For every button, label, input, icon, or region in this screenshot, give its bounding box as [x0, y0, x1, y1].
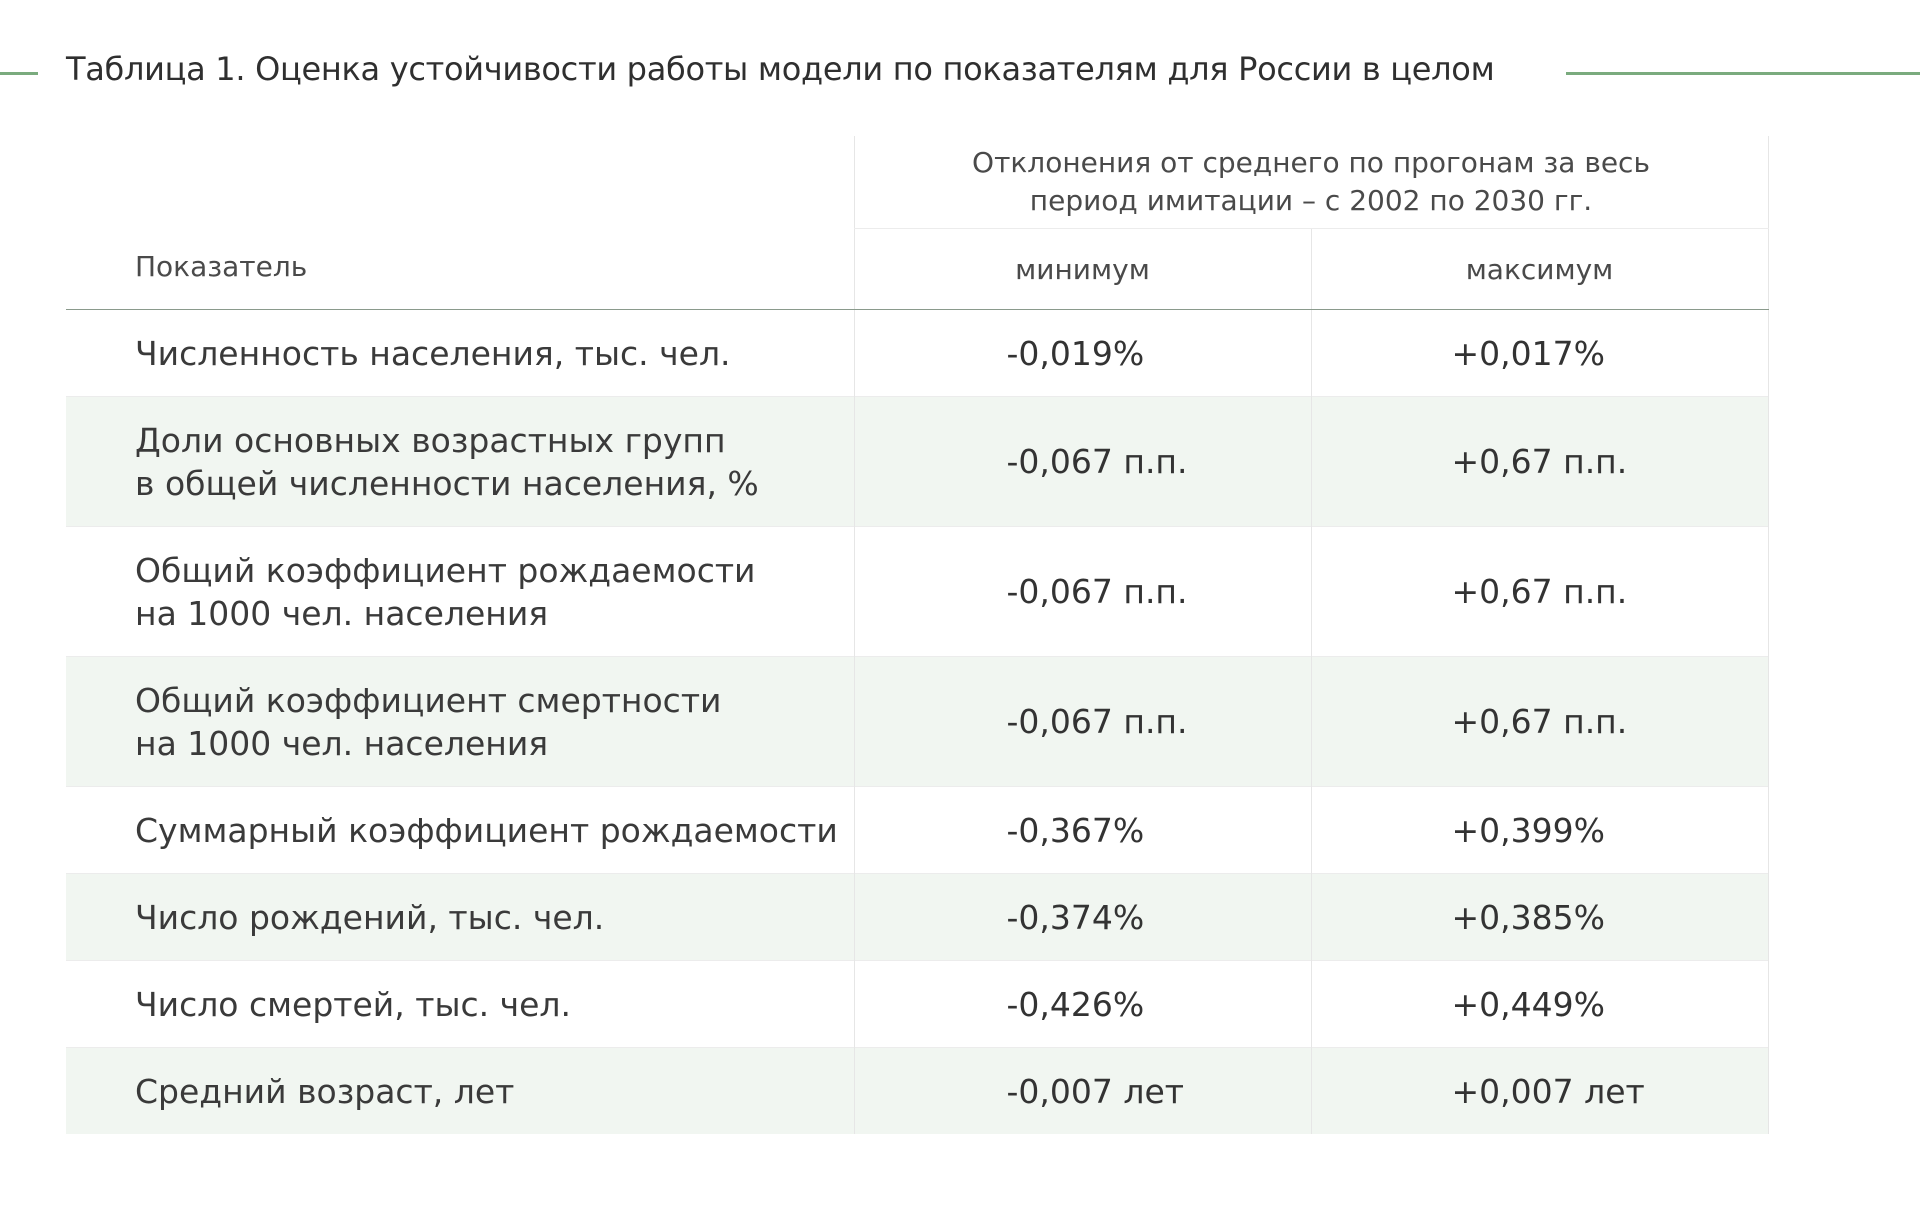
header-deviation-group: [854, 136, 1768, 229]
min-cell: -0,067 п.п.: [854, 397, 1311, 527]
indicator-line1: Общий коэффициент смертности: [135, 680, 722, 720]
table-title: Таблица 1. Оценка устойчивости работы модели по показателям для России в целом: [66, 50, 1495, 88]
indicator-line2: в общей численности населения, %: [135, 463, 759, 503]
indicator-line1: Общий коэффициент рождаемости: [135, 550, 756, 590]
indicator-line2: на 1000 чел. населения: [135, 593, 549, 633]
title-rule-left: [0, 72, 38, 75]
indicator-cell: [66, 397, 854, 527]
indicator-cell: [66, 1048, 854, 1135]
table-header: [66, 136, 1768, 310]
indicator-cell: [66, 527, 854, 657]
max-cell: +0,67 п.п.: [1311, 397, 1768, 527]
max-cell: +0,449%: [1311, 961, 1768, 1048]
indicator-line1: Численность населения, тыс. чел.: [135, 333, 731, 373]
table-body: [66, 310, 1768, 1135]
indicator-line1: Средний возраст, лет: [135, 1071, 515, 1111]
indicator-cell: [66, 961, 854, 1048]
min-cell: -0,067 п.п.: [854, 527, 1311, 657]
min-cell: -0,067 п.п.: [854, 657, 1311, 787]
header-max: максимум: [1311, 229, 1768, 310]
table-row: [66, 787, 1768, 874]
table-row: [66, 310, 1768, 397]
max-cell: +0,67 п.п.: [1311, 527, 1768, 657]
header-indicator: Показатель: [66, 136, 854, 310]
table-row: [66, 961, 1768, 1048]
min-cell: -0,367%: [854, 787, 1311, 874]
table-row: [66, 397, 1768, 527]
indicator-line2: на 1000 чел. населения: [135, 723, 549, 763]
indicator-line1: Доли основных возрастных групп: [135, 420, 726, 460]
min-cell: -0,374%: [854, 874, 1311, 961]
header-group-line2: период имитации – с 2002 по 2030 гг.: [1029, 184, 1593, 217]
min-cell: -0,019%: [854, 310, 1311, 397]
max-cell: +0,007 лет: [1311, 1048, 1768, 1135]
header-group-line1: Отклонения от среднего по прогонам за весь: [972, 146, 1650, 179]
header-min: минимум: [854, 229, 1311, 310]
min-cell: -0,007 лет: [854, 1048, 1311, 1135]
indicator-line1: Число рождений, тыс. чел.: [135, 897, 605, 937]
title-rule-right: [1566, 72, 1920, 75]
table-container: [66, 136, 1768, 1134]
max-cell: +0,385%: [1311, 874, 1768, 961]
table-row: [66, 657, 1768, 787]
indicator-cell: [66, 787, 854, 874]
indicator-line1: Число смертей, тыс. чел.: [135, 984, 572, 1024]
indicator-line1: Суммарный коэффициент рождаемости: [135, 810, 838, 850]
min-cell: -0,426%: [854, 961, 1311, 1048]
table-row: [66, 527, 1768, 657]
indicator-cell: [66, 310, 854, 397]
table-row: [66, 1048, 1768, 1135]
max-cell: +0,017%: [1311, 310, 1768, 397]
stability-table: [66, 136, 1769, 1134]
max-cell: +0,67 п.п.: [1311, 657, 1768, 787]
indicator-cell: [66, 657, 854, 787]
max-cell: +0,399%: [1311, 787, 1768, 874]
title-row: [0, 48, 1920, 98]
indicator-cell: [66, 874, 854, 961]
table-row: [66, 874, 1768, 961]
